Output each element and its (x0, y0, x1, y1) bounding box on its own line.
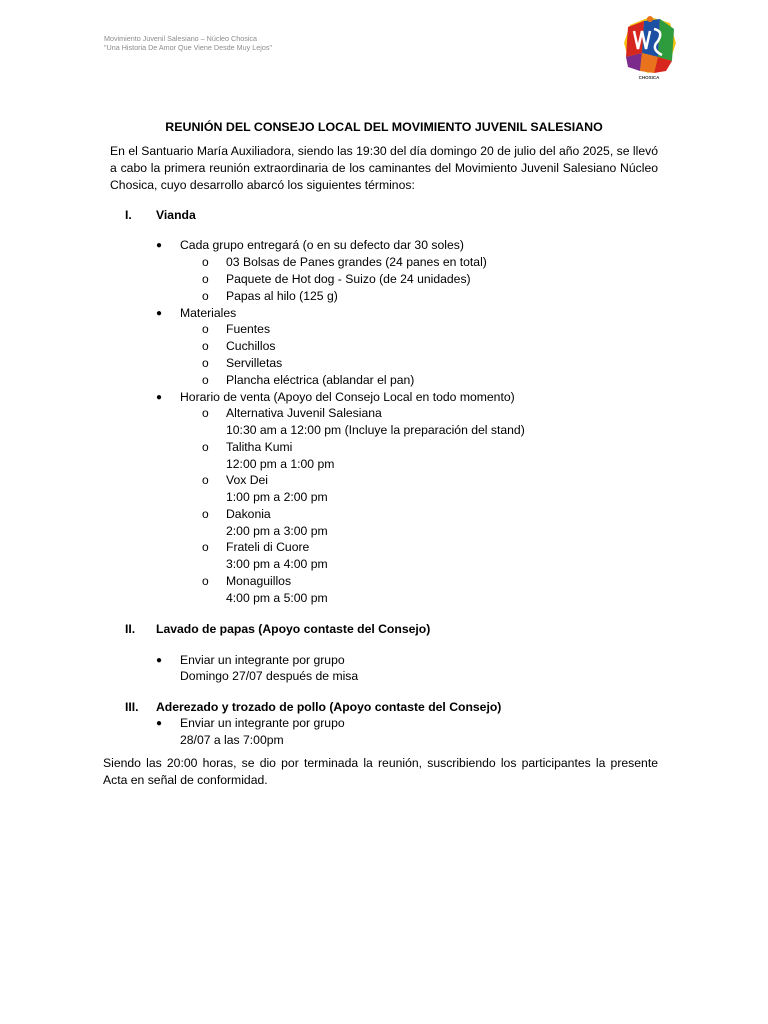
list-item: Horario de venta (Apoyo del Consejo Local en todo momento) (180, 390, 515, 404)
sub-list-item: 03 Bolsas de Panes grandes (24 panes en total) (226, 255, 487, 269)
schedule-time: 10:30 am a 12:00 pm (Incluye la preparación del stand) (226, 423, 525, 437)
list-item: Cada grupo entregará (o en su defecto dar 30 soles) (180, 238, 464, 252)
list-item: Enviar un integrante por grupo (180, 653, 345, 667)
closing-paragraph: Siendo las 20:00 horas, se dio por terminada la reunión, suscribiendo los participantes la presente Acta en señal de conformidad. (103, 756, 658, 787)
bullet-icon: ● (156, 308, 163, 319)
sub-bullet-icon: o (202, 440, 209, 454)
sub-bullet-icon: o (202, 473, 209, 487)
schedule-group: Alternativa Juvenil Salesiana (226, 406, 382, 420)
schedule-time: 2:00 pm a 3:00 pm (226, 524, 328, 538)
sub-list-item: Servilletas (226, 356, 283, 370)
sub-bullet-icon: o (202, 339, 209, 353)
sub-list-item: Cuchillos (226, 339, 276, 353)
schedule-group: Talitha Kumi (226, 440, 293, 454)
section-1-numeral: I. (125, 208, 132, 222)
sub-list-item: Plancha eléctrica (ablandar el pan) (226, 373, 415, 387)
sub-bullet-icon: o (202, 322, 209, 336)
bullet-icon: ● (156, 718, 163, 729)
sub-bullet-icon: o (202, 507, 209, 521)
schedule-time: 4:00 pm a 5:00 pm (226, 591, 328, 605)
bullet-icon: ● (156, 240, 163, 251)
schedule-time: 12:00 pm a 1:00 pm (226, 457, 335, 471)
bullet-icon: ● (156, 392, 163, 403)
list-item: Enviar un integrante por grupo (180, 716, 345, 730)
sub-bullet-icon: o (202, 289, 209, 303)
schedule-group: Frateli di Cuore (226, 540, 310, 554)
sub-bullet-icon: o (202, 356, 209, 370)
intro-paragraph: En el Santuario María Auxiliadora, siendo las 19:30 del día domingo 20 de julio del año 2025, se llevó a cabo la primera reunión extraordinaria de los caminantes del Movimiento Juvenil Salesiano Núcleo Chosica, cuyo desarrollo abarcó los siguientes términos: (110, 144, 658, 192)
sub-list-item: Fuentes (226, 322, 271, 336)
sub-list-item: Papas al hilo (125 g) (226, 289, 338, 303)
schedule-time: 3:00 pm a 4:00 pm (226, 557, 328, 571)
logo-caption: CHOSICA (638, 75, 660, 80)
schedule-time: 1:00 pm a 2:00 pm (226, 490, 328, 504)
section-2-heading: Lavado de papas (Apoyo contaste del Consejo) (156, 622, 431, 636)
sub-bullet-icon: o (202, 574, 209, 588)
schedule-group: Dakonia (226, 507, 271, 521)
letterhead-line-2: "Una Historia De Amor Que Viene Desde Muy Lejos" (104, 43, 272, 52)
list-item-detail: 28/07 a las 7:00pm (180, 733, 284, 747)
document-title: REUNIÓN DEL CONSEJO LOCAL DEL MOVIMIENTO JUVENIL SALESIANO (165, 120, 603, 134)
section-3-numeral: III. (125, 700, 139, 714)
letterhead (104, 34, 272, 52)
sub-bullet-icon: o (202, 540, 209, 554)
section-2-numeral: II. (125, 622, 136, 636)
list-item: Materiales (180, 306, 237, 320)
sub-bullet-icon: o (202, 373, 209, 387)
sub-bullet-icon: o (202, 406, 209, 420)
bullet-icon: ● (156, 655, 163, 666)
list-item-detail: Domingo 27/07 después de misa (180, 669, 359, 683)
schedule-group: Vox Dei (226, 473, 269, 487)
sub-list-item: Paquete de Hot dog - Suizo (de 24 unidades) (226, 272, 471, 286)
section-1-heading: Vianda (156, 208, 196, 222)
section-3-heading: Aderezado y trozado de pollo (Apoyo contaste del Consejo) (156, 700, 502, 714)
sub-bullet-icon: o (202, 255, 209, 269)
sub-bullet-icon: o (202, 272, 209, 286)
schedule-group: Monaguillos (226, 574, 292, 588)
mjs-logo-icon (620, 13, 678, 83)
letterhead-line-1: Movimiento Juvenil Salesiano – Núcleo Chosica (104, 34, 258, 43)
